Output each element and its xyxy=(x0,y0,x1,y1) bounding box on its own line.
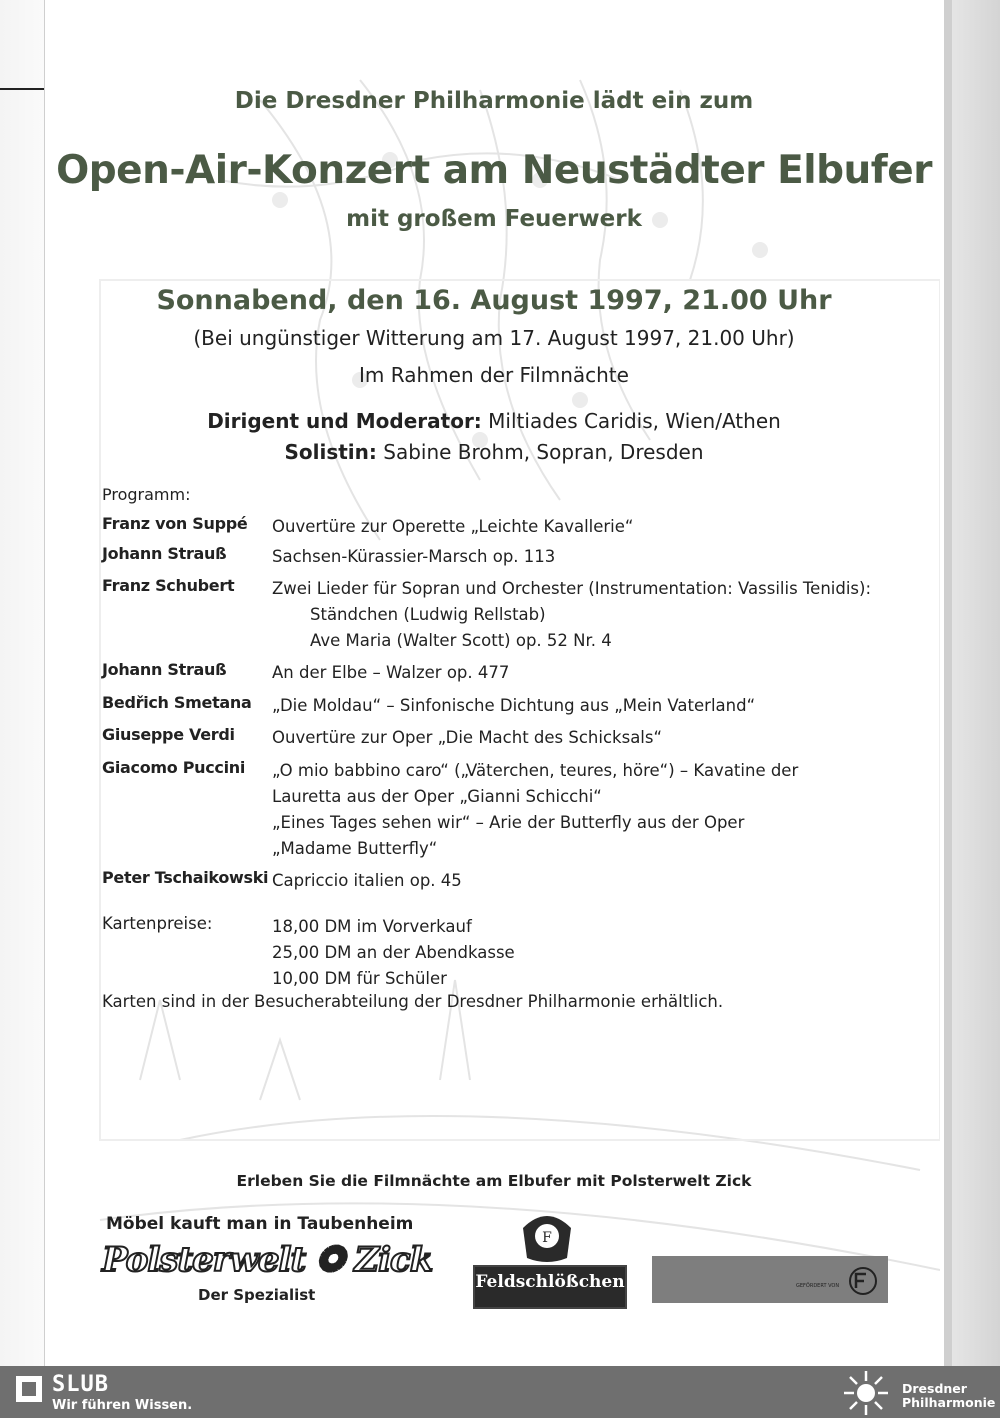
concert-subtitle: mit großem Feuerwerk xyxy=(346,206,642,232)
composer-name: Peter Tschaikowski xyxy=(102,868,269,887)
work-line: Ouvertüre zur Oper „Die Macht des Schicksals“ xyxy=(272,728,663,747)
work-line: An der Elbe – Walzer op. 477 xyxy=(272,663,510,682)
composer-name: Franz von Suppé xyxy=(102,514,248,533)
work-line: Ständchen (Ludwig Rellstab) xyxy=(310,605,546,624)
left-page-edge xyxy=(0,0,45,1366)
work-line: „Die Moldau“ – Sinfonische Dichtung aus „Mein Vaterland“ xyxy=(272,696,756,715)
philharmonie-logo-text xyxy=(902,1382,995,1410)
work-line: Capriccio italien op. 45 xyxy=(272,871,462,890)
polsterwelt-logo: Polsterwelt ✺ Zick xyxy=(102,1240,433,1280)
philharmonie-line2: Philharmonie xyxy=(902,1395,996,1410)
gefoerdert-text: GEFÖRDERT VON xyxy=(796,1283,840,1289)
feldschloesschen-logo: Feldschlößchen xyxy=(475,1272,625,1292)
work-title xyxy=(272,514,912,540)
work-line: Zwei Lieder für Sopran und Orchester (Instrumentation: Vassilis Tenidis): xyxy=(272,579,872,598)
left-edge-line xyxy=(0,88,44,90)
ticket-info: Karten sind in der Besucherabteilung der Dresdner Philharmonie erhältlich. xyxy=(102,992,724,1011)
work-line: Sachsen-Kürassier-Marsch op. 113 xyxy=(272,547,556,566)
composer-name: Johann Strauß xyxy=(102,660,227,679)
svg-text:F: F xyxy=(542,1230,552,1246)
ticket-prices xyxy=(272,914,515,992)
work-line: „Madame Butterfly“ xyxy=(272,839,438,858)
price-box-office: 25,00 DM an der Abendkasse xyxy=(272,943,515,962)
concert-title: Open-Air-Konzert am Neustädter Elbufer xyxy=(56,148,932,193)
context-line: Im Rahmen der Filmnächte xyxy=(359,363,629,387)
right-edge-fold xyxy=(944,0,952,1366)
work-title xyxy=(272,693,912,719)
work-title xyxy=(272,758,912,862)
right-page-edge xyxy=(944,0,1000,1366)
soloist-value: Sabine Brohm, Sopran, Dresden xyxy=(376,440,704,464)
invite-line: Die Dresdner Philharmonie lädt ein zum xyxy=(234,88,754,114)
composer-name: Johann Strauß xyxy=(102,544,227,563)
work-line: Lauretta aus der Oper „Gianni Schicchi“ xyxy=(272,787,602,806)
work-line: Ave Maria (Walter Scott) op. 52 Nr. 4 xyxy=(310,631,612,650)
alternate-date: (Bei ungünstiger Witterung am 17. August 1997, 21.00 Uhr) xyxy=(193,326,795,350)
program-label: Programm: xyxy=(102,485,191,504)
concert-date: Sonnabend, den 16. August 1997, 21.00 Uhr xyxy=(156,285,832,316)
composer-name: Giuseppe Verdi xyxy=(102,725,235,744)
conductor-label: Dirigent und Moderator: xyxy=(207,409,482,433)
work-line: „O mio babbino caro“ („Väterchen, teures, höre“) – Kavatine der xyxy=(272,761,799,780)
price-presale: 18,00 DM im Vorverkauf xyxy=(272,917,472,936)
composer-name: Bedřich Smetana xyxy=(102,693,252,712)
work-title xyxy=(272,544,912,570)
feldschloesschen-crest-icon xyxy=(515,1208,579,1264)
sponsor-emblem-icon xyxy=(846,1266,880,1296)
price-students: 10,00 DM für Schüler xyxy=(272,969,447,988)
philharmonie-line1: Dresdner xyxy=(902,1381,967,1396)
work-line: „Eines Tages sehen wir“ – Arie der Butterfly aus der Oper xyxy=(272,813,745,832)
soloist-line xyxy=(44,440,944,464)
spezialist-text: Der Spezialist xyxy=(198,1286,316,1304)
soloist-label: Solistin: xyxy=(284,440,377,464)
work-title xyxy=(272,576,912,654)
work-title xyxy=(272,868,912,894)
conductor-value: Miltiades Caridis, Wien/Athen xyxy=(481,409,781,433)
conductor-line xyxy=(44,409,944,433)
composer-name: Franz Schubert xyxy=(102,576,235,595)
work-title xyxy=(272,725,912,751)
sponsor-tagline: Erleben Sie die Filmnächte am Elbufer mit Polsterwelt Zick xyxy=(236,1172,752,1190)
slub-logo-text: SLUB xyxy=(52,1372,109,1397)
slub-logo-icon xyxy=(14,1374,44,1404)
moebel-slogan: Möbel kauft man in Taubenheim xyxy=(106,1214,414,1234)
composer-name: Giacomo Puccini xyxy=(102,758,246,777)
slub-tagline: Wir führen Wissen. xyxy=(52,1398,193,1413)
work-line: Ouvertüre zur Operette „Leichte Kavallerie“ xyxy=(272,517,634,536)
philharmonie-sunburst-icon xyxy=(842,1369,890,1417)
work-title xyxy=(272,660,912,686)
ticket-price-label: Kartenpreise: xyxy=(102,914,213,933)
